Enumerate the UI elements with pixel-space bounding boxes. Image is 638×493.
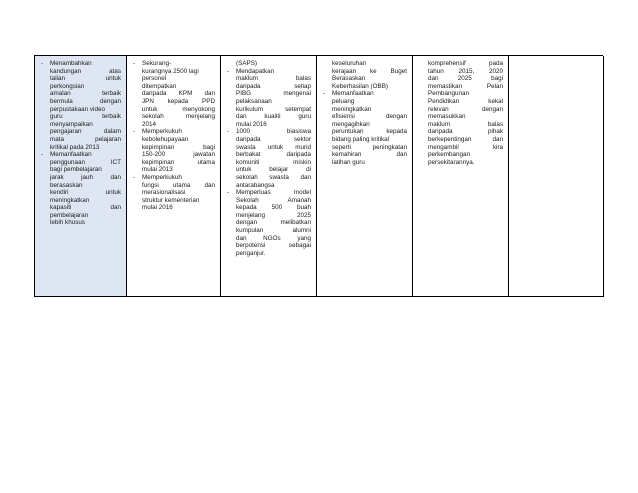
text-line: daripada KPM dan xyxy=(142,90,215,98)
text-line: kebolehupayaan xyxy=(142,135,189,143)
text-line: Sekolah Amanah xyxy=(236,196,311,204)
text-line: antarabangsa xyxy=(236,181,275,189)
text-line: mulai 2016 xyxy=(236,120,267,128)
bullet-dash: - xyxy=(133,173,136,181)
bullet-dash: - xyxy=(41,60,44,67)
text-line: tahun 2015, 2020 xyxy=(428,67,503,75)
list-item xyxy=(225,128,311,189)
text-line: kritikal pada 2013 xyxy=(50,143,100,151)
text-line: talian untuk xyxy=(50,75,121,83)
text-line: bagi pembelajaran xyxy=(50,166,102,174)
text-line: PIBG mengenai xyxy=(236,90,311,98)
text-line: Memperkukuh xyxy=(142,128,182,136)
table-cell-col-2 xyxy=(127,56,221,297)
text-line: 2014 xyxy=(142,120,157,128)
text-line: swasta untuk murid xyxy=(236,143,311,151)
text-line: Keberhasilan (OBB) xyxy=(332,82,388,90)
text-line: maklum balas xyxy=(428,120,503,128)
continued-text xyxy=(321,60,407,90)
list-item xyxy=(225,189,311,257)
text-line: Mendapatkan xyxy=(236,67,275,75)
text-line: berasaskan xyxy=(50,181,83,189)
text-line: dan NGOs yang xyxy=(236,234,311,242)
text-line: kepimpinan utama xyxy=(142,158,215,166)
text-line: relevan dengan xyxy=(428,105,503,113)
text-line: untuk belajar di xyxy=(236,166,311,174)
table-cell-col-3 xyxy=(221,56,317,297)
list-item xyxy=(225,68,311,129)
text-line: JPN kepada PPD xyxy=(142,97,215,105)
table-cell-col-6 xyxy=(509,56,604,297)
text-line: berbakat daripada xyxy=(236,151,311,159)
bullet-dash: - xyxy=(133,60,136,67)
text-line: sekolah swasta dan xyxy=(236,173,311,181)
text-line: latihan guru xyxy=(332,158,365,166)
table-cell-col-4 xyxy=(317,56,413,297)
text-line: perpustakaan video xyxy=(50,105,105,113)
text-line: dan kualiti guru xyxy=(236,113,311,121)
text-line: Pembangunan xyxy=(428,90,469,98)
text-line: jarak jauh dan xyxy=(50,173,121,181)
text-line: (SAPS) xyxy=(236,60,257,67)
text-line: Sekurang- xyxy=(142,60,172,67)
text-line: kapasiti dan xyxy=(50,204,121,212)
text-line: daripada sektor xyxy=(236,135,311,143)
text-line: penganjur. xyxy=(236,249,266,257)
text-line: kandungan atas xyxy=(50,67,121,75)
text-line: Memperkukuh xyxy=(142,173,182,181)
list-item xyxy=(131,174,215,212)
text-line: Pendidikan kekal xyxy=(428,97,503,105)
text-line: memasukkan xyxy=(428,113,466,121)
strategy-table xyxy=(34,55,603,297)
text-line: persekitarannya. xyxy=(428,158,475,166)
text-line: guru terbaik xyxy=(50,113,121,121)
text-line: pelaksanaan xyxy=(236,97,272,105)
bullet-dash: - xyxy=(323,90,326,98)
bullet-list xyxy=(321,90,407,166)
text-line: berpotensi sebagai xyxy=(236,242,311,250)
text-line: bermula dengan xyxy=(50,97,121,105)
bullet-list xyxy=(225,68,311,258)
text-line: struktur kementerian xyxy=(142,196,200,204)
list-item xyxy=(39,60,121,151)
bullet-dash: - xyxy=(41,151,44,159)
text-line: amalan terbaik xyxy=(50,90,121,98)
text-line: komprehensif pada xyxy=(428,60,503,67)
text-line: mengagihkan xyxy=(332,120,370,128)
text-line: berkepentingan dan xyxy=(428,135,503,143)
table-cell-col-5 xyxy=(413,56,509,297)
text-line: penggunaan ICT xyxy=(50,158,121,166)
text-line: mata pelajaran xyxy=(50,135,121,143)
bullet-dash: - xyxy=(227,189,230,197)
text-line: Memperluas model xyxy=(236,189,311,197)
text-line: peluang xyxy=(332,97,355,105)
text-line: fungsi utama dan xyxy=(142,181,215,189)
bullet-dash: - xyxy=(227,67,230,75)
text-line: kepimpinan bagi xyxy=(142,143,215,151)
text-line: 150-200 jawatan xyxy=(142,151,215,159)
text-line: memastikan Pelan xyxy=(428,82,503,90)
text-line: merasionalisasi xyxy=(142,189,186,197)
text-line: 1000 biasiswa xyxy=(236,128,311,136)
text-line: perkembangan xyxy=(428,151,471,159)
text-line: pembelajaran xyxy=(50,211,89,219)
text-line: mulai 2016 xyxy=(142,204,173,212)
list-item xyxy=(131,128,215,174)
text-line: sekolah menjelang xyxy=(142,113,215,121)
text-line: personel xyxy=(142,75,167,83)
text-line: efisiensi dengan xyxy=(332,113,407,121)
text-line: kumpulan alumni xyxy=(236,227,311,235)
list-item xyxy=(131,60,215,128)
text-line: daripada setiap xyxy=(236,82,311,90)
text-line: komuniti miskin xyxy=(236,158,311,166)
bullet-dash: - xyxy=(133,128,136,136)
text-line: keseluruhan xyxy=(332,60,367,67)
text-line: meningkatkan xyxy=(50,196,90,204)
text-line: dan 2025 bagi xyxy=(428,75,503,83)
text-line: pengajaran dalam xyxy=(50,128,121,136)
text-line: maklum balas xyxy=(236,75,311,83)
text-line: kurangnya 2500 lagi xyxy=(142,67,199,75)
text-line: Memanfaatkan xyxy=(332,90,374,98)
continued-text xyxy=(417,60,503,166)
text-line: kerajaan ke Buget xyxy=(332,67,407,75)
bullet-dash: - xyxy=(227,128,230,136)
text-line: Berasaskan xyxy=(332,75,366,83)
text-line: kendiri untuk xyxy=(50,189,121,197)
text-line: menjelang 2025 xyxy=(236,211,311,219)
text-line: lebih khusus xyxy=(50,219,86,227)
text-line: mulai 2013 xyxy=(142,166,173,174)
bullet-list xyxy=(39,60,121,227)
text-line: seperti peningkatan xyxy=(332,143,407,151)
text-line: meningkatkan xyxy=(332,105,372,113)
text-line: untuk menyokong xyxy=(142,105,215,113)
text-line: menyampaikan xyxy=(50,120,93,128)
text-line: bidang paling kritikal xyxy=(332,135,390,143)
bullet-list xyxy=(131,60,215,212)
text-line: kepada 500 buah xyxy=(236,204,311,212)
text-line: peruntukan kepada xyxy=(332,128,407,136)
text-line: Memanfaatkan xyxy=(50,151,92,159)
list-item xyxy=(39,151,121,227)
text-line: perkongsian xyxy=(50,82,85,90)
continued-text xyxy=(225,60,311,68)
list-item xyxy=(321,90,407,166)
text-line: kemahiran dan xyxy=(332,151,407,159)
text-line: daripada pihak xyxy=(428,128,503,136)
text-line: ditempatkan xyxy=(142,82,177,90)
text-line: Menambahkan xyxy=(50,60,92,67)
table-cell-col-1 xyxy=(35,56,127,297)
text-line: mengambil kira xyxy=(428,143,503,151)
text-line: kurikulum setempat xyxy=(236,105,311,113)
text-line: dengan melibatkan xyxy=(236,219,311,227)
